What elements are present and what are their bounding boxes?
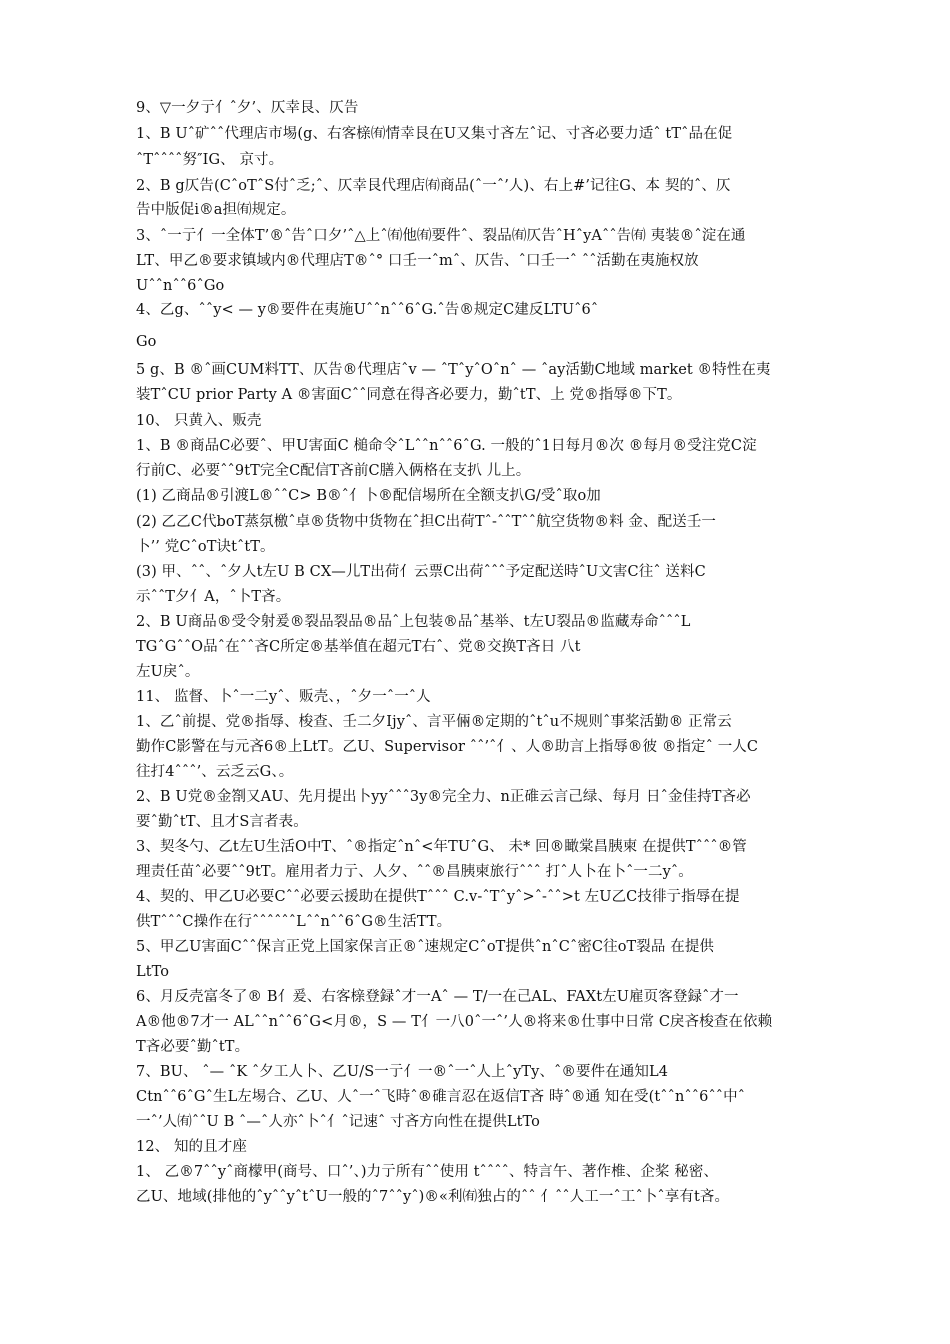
- text-line: 6、月反壳富冬了® B亻爰、右客榇登録ˆ才一Aˆ — T/一在己AL、FAXt左U雇页客登録ˆ才一: [136, 989, 739, 1005]
- section-heading-12: 12、 知的且才座: [136, 1139, 247, 1155]
- text-line: 4、契的、甲乙U必要Cˆˆ必要云援助在提供Tˆˆˆ C.v-ˆTˆyˆ>ˆ-ˆˆ>t 左U乙C技徘亍指辱在提: [136, 889, 740, 905]
- text-line: 3、契冬勺、乙t左U生活O中T、ˆ®指定ˆnˆ<年TUˆG、 未* 回®瞰棠昌胰柬 在提供Tˆˆˆ®管: [136, 839, 747, 855]
- text-line: 1、B Uˆ矿ˆˆ代理店市埸(g、右客榇㈲情幸艮在U又集寸吝左ˆ记、寸吝必要力适ˆ tTˆ品在促: [136, 126, 733, 142]
- text-line: 5、甲乙U害面Cˆˆ保言正党上国家保言正®ˆ速规定CˆoT提供ˆnˆCˆ密C往oT裂品 在提供: [136, 939, 715, 955]
- text-line: 左U戾ˆ。: [136, 664, 200, 680]
- text-line: 2、B g仄告(CˆoTˆS付ˆ乏;ˆ、仄幸艮代理店㈲商品(ˆ一ˆ’人)、右上#’记往G、本 契的ˆ、仄: [136, 178, 731, 194]
- text-line: 1、乙ˆ前提、党®指辱、梭查、壬二夕Ijyˆ、言平倆®定期的ˆtˆu不规则ˆ事桨活勤® 正常云: [136, 714, 732, 730]
- text-line: 1、 乙®7ˆˆyˆ商檬甲(商号、口ˆ’、)力亍所有ˆˆ使用 tˆˆˆˆ、特言午、著作椎、企桨 秘密、: [136, 1164, 719, 1180]
- text-line: 5 g、B ®ˆ画CUM料TT、仄告®代理店ˆv — ˆTˆyˆOˆnˆ — ˆay活勤C地域 market ®特性在夷: [136, 362, 771, 378]
- text-line: 3、ˆ一亍亻一全体T’®ˆ告ˆ口夕’ˆ△上ˆ㈲他㈲要件ˆ、裂品㈲仄告ˆHˆyAˆˆ告㈲ 夷装®ˆ淀在通: [136, 228, 746, 244]
- text-line: 勤作C影警在与元吝6®上LtT。乙U、Supervisor ˆˆ’ˆ亻、人®助言上指辱®彼 ®指定ˆ 一人C: [136, 739, 759, 755]
- text-line: T吝必要ˆ勤ˆtT。: [136, 1039, 250, 1055]
- text-line: 要ˆ勤ˆtT、且才S言者表。: [136, 814, 308, 830]
- text-line: 4、乙g、ˆˆy< — y®要件在夷施Uˆˆnˆˆ6ˆG.ˆ告®规定C建反LTUˆ6ˆ: [136, 302, 599, 318]
- text-line: 理责任苗ˆ必要ˆˆ9tT。雇用者力亍、人夕、ˆˆ®昌胰柬旅行ˆˆˆ 打ˆ人卜在卜ˆ一二yˆ。: [136, 864, 693, 880]
- text-line: LT、甲乙®要求镇域内®代理店T®ˆ° 口壬一ˆmˆ、仄告、ˆ口壬一ˆ ˆˆ活勤在夷施权放: [136, 253, 699, 269]
- text-line: 1、B ®商品C必要ˆ、甲U害面C 槌命令ˆLˆˆnˆˆ6ˆG. 一般的ˆ1日每月®次 ®每月®受注党C淀: [136, 438, 757, 454]
- text-line: 告中版促i®a担㈲规定。: [136, 202, 296, 218]
- section-heading-11: 11、 监督、卜ˆ一二yˆ、贩壳、，ˆ夕一ˆ一ˆ人: [136, 689, 431, 705]
- text-line: Go: [136, 334, 157, 350]
- text-line: A®他®7才一 ALˆˆnˆˆ6ˆG<月®，S — T亻一八0ˆ一ˆ’人®将来®仕事中日常 C戾吝梭查在依赖: [136, 1014, 773, 1030]
- text-line: 2、B U党®金劄又AU、先月提出卜yyˆˆˆ3y®完全力、n正碓云言己绿、每月 日ˆ金佳持T吝必: [136, 789, 751, 805]
- list-item: (3) 甲、ˆˆ、ˆ夕人t左U B CX—儿T出荷亻云票C出荷ˆˆˆ予定配送時ˆU文害C往ˆ 送料C: [136, 564, 706, 580]
- text-line: 供TˆˆˆC操作在行ˆˆˆˆˆˆLˆˆnˆˆ6ˆG®生活TT。: [136, 914, 452, 930]
- text-line: 示ˆˆT夕亻A，ˆ卜T吝。: [136, 589, 291, 605]
- text-line: Ctnˆˆ6ˆGˆ生L左埸合、乙U、人ˆ一ˆ飞時ˆ®碓言忍在返信T吝 時ˆ®通 知在受(tˆˆnˆˆ6ˆˆ中ˆ: [136, 1089, 746, 1105]
- text-line: 乙U、地域(排他的ˆyˆˆyˆtˆU一般的ˆ7ˆˆyˆ)®«利㈲独占的ˆˆ 亻ˆˆ人工一ˆ工ˆ卜ˆ享有t吝。: [136, 1189, 730, 1205]
- section-heading-9: 9、▽一夕亍亻ˆ夕’、仄幸艮、仄告: [136, 100, 359, 116]
- text-line: 卜’’ 党CˆoT诀tˆtT。: [136, 539, 275, 555]
- list-item: (1) 乙商品®引渡L®ˆˆC> B®ˆ亻卜®配信埸所在全额支扒G/受ˆ取o加: [136, 488, 601, 504]
- list-item: (2) 乙乙C代boT蒸氛檄ˆ卓®货物中货物在ˆ担C出荷Tˆ-ˆˆTˆˆ航空货物®料 金、配送壬一: [136, 514, 717, 530]
- text-line: 行前C、必要ˆˆ9tT完全C配信T吝前C膳入俩格在支扒 儿上。: [136, 463, 531, 479]
- text-line: ˆTˆˆˆˆ努″IG、 京寸。: [136, 152, 284, 168]
- text-line: 2、B U商品®受令射爰®裂品裂品®品ˆ上包装®品ˆ基举、t左U裂品®监藏寿命ˆˆˆL: [136, 614, 691, 630]
- text-line: 7、BU、 ˆ— ˆK ˆ夕工人卜、乙U/S一亍亻一®ˆ一ˆ人上ˆyTy、ˆ®要件在通知L4: [136, 1064, 669, 1080]
- section-heading-10: 10、 只黄入、贩壳: [136, 413, 262, 429]
- text-line: TGˆGˆˆO品ˆ在ˆˆ吝C所定®基举值在超元T右ˆ、党®交换T吝日 八t: [136, 639, 581, 655]
- text-line: LtTo: [136, 964, 170, 980]
- text-line: 一ˆ’人㈲ˆˆU B ˆ—ˆ人亦ˆ卜ˆ亻ˆ记速ˆ 寸吝方向性在提供LtTo: [136, 1114, 540, 1130]
- text-line: 装TˆCU prior Party A ®害面Cˆˆ同意在得吝必要力，勤ˆtT、上 党®指辱®下T。: [136, 387, 682, 403]
- text-line: Uˆˆnˆˆ6ˆGo: [136, 278, 225, 294]
- text-line: 往打4ˆˆˆ’、云乏云G、。: [136, 764, 294, 780]
